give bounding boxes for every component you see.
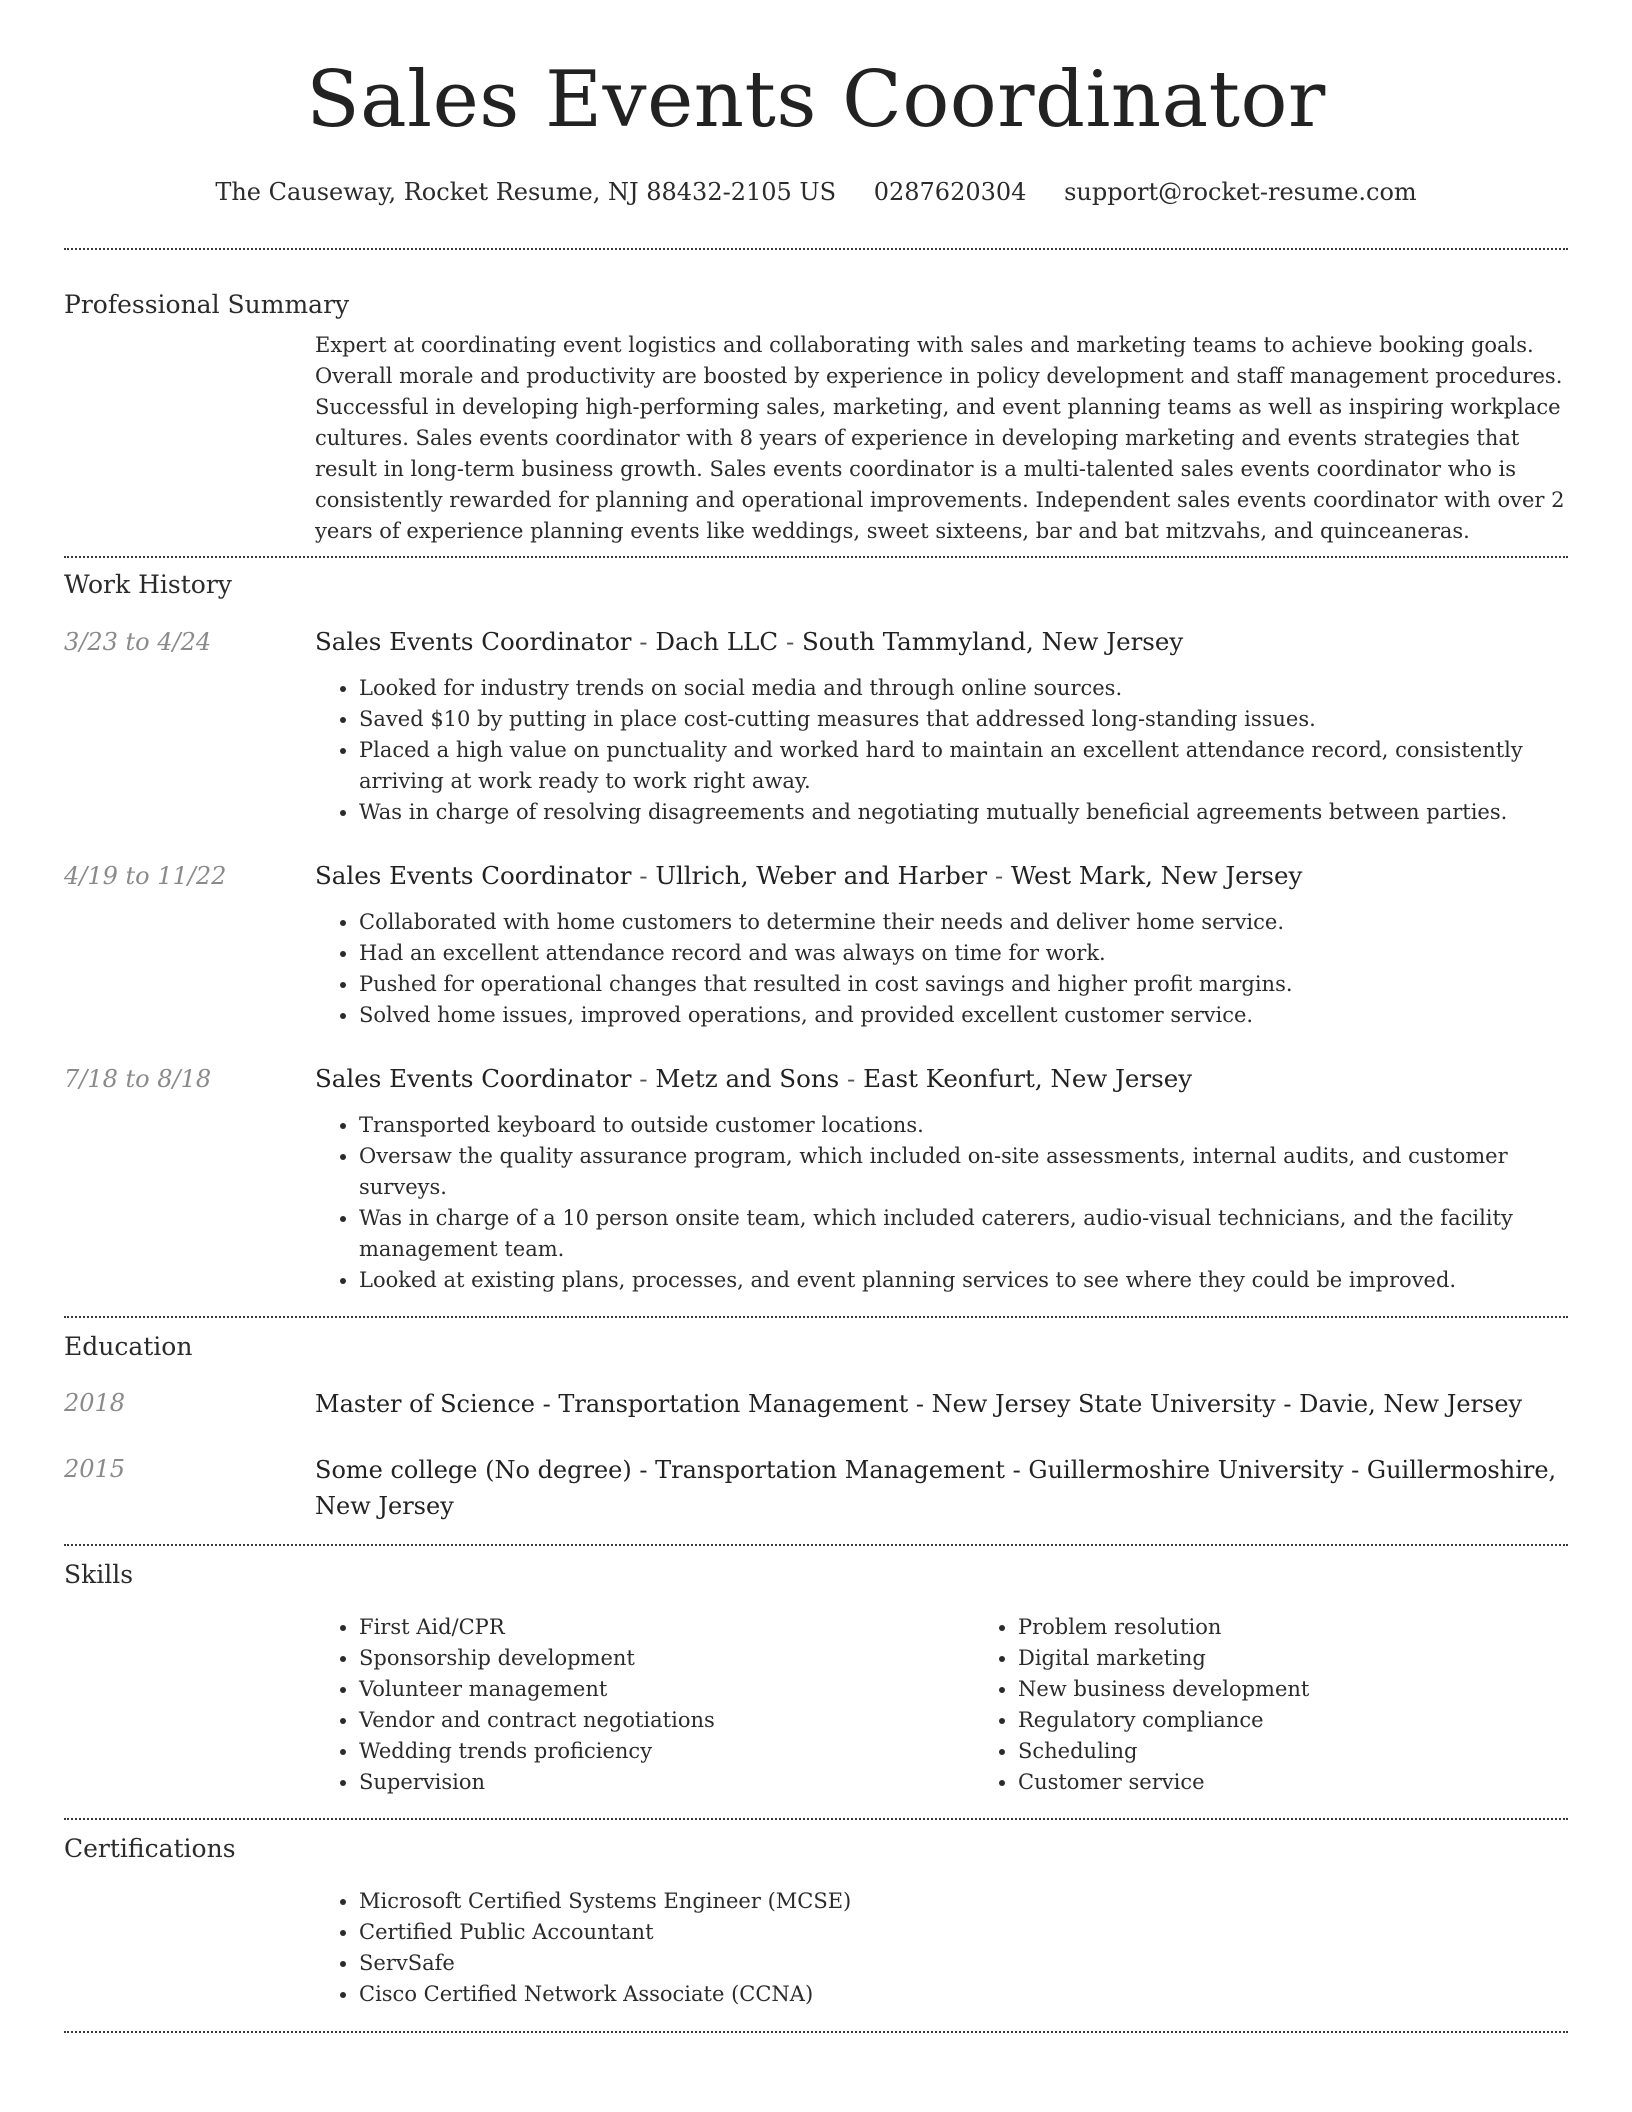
job-role: Sales Events Coordinator	[315, 1064, 632, 1093]
skills-section	[64, 1546, 1568, 1798]
list-item: • Collaborated with home customers to determine their needs and deliver home service.	[359, 907, 1568, 938]
work-section	[64, 558, 1568, 1296]
education-school: New Jersey State University	[931, 1390, 1276, 1418]
skill-item: • First Aid/CPR	[359, 1612, 974, 1643]
job-location: East Keonfurt, New Jersey	[863, 1064, 1193, 1093]
job-bullets	[315, 673, 1568, 828]
summary-section	[64, 250, 1568, 547]
skill-item: • Digital marketing	[1018, 1643, 1632, 1674]
job-entry	[64, 859, 1568, 1031]
education-entry	[64, 1452, 1568, 1524]
job-heading: Sales Events Coordinator - Ullrich, Weber and Harber - West Mark, New Jersey	[315, 861, 1303, 890]
job-location: South Tammyland, New Jersey	[802, 627, 1184, 656]
job-bullets	[315, 1110, 1568, 1296]
education-year: 2015	[64, 1455, 126, 1483]
list-item: • Looked for industry trends on social media and through online sources.	[359, 673, 1568, 704]
list-item: • Looked at existing plans, processes, and event planning services to see where they could be improved.	[359, 1265, 1568, 1296]
section-divider	[64, 2031, 1568, 2033]
candidate-name: Sales Events Coordinator	[306, 55, 1326, 145]
section-title-skills: Skills	[64, 1560, 134, 1589]
list-item: • Was in charge of a 10 person onsite team, which included caterers, audio-visual technicians, and the facility management team.	[359, 1203, 1568, 1265]
section-title-work: Work History	[64, 570, 232, 599]
resume-header	[64, 0, 1568, 208]
education-school: Guillermoshire University	[1028, 1456, 1344, 1484]
skills-list-right	[974, 1612, 1632, 1798]
skill-item: • Scheduling	[1018, 1736, 1632, 1767]
job-heading: Sales Events Coordinator - Dach LLC - South Tammyland, New Jersey	[315, 627, 1184, 656]
list-item: • Solved home issues, improved operations, and provided excellent customer service.	[359, 1000, 1568, 1031]
contact-address: The Causeway, Rocket Resume, NJ 88432-2105 US	[215, 178, 837, 206]
skills-list-left	[315, 1612, 974, 1798]
skill-item: • Wedding trends proficiency	[359, 1736, 974, 1767]
skill-item: • Sponsorship development	[359, 1643, 974, 1674]
education-field: Transportation Management	[558, 1390, 909, 1418]
education-section	[64, 1318, 1568, 1524]
job-dates: 7/18 to 8/18	[64, 1065, 212, 1093]
education-location: Guillermoshire, New Jersey	[315, 1456, 1557, 1520]
list-item: • Oversaw the quality assurance program, which included on-site assessments, internal audits, and customer surveys.	[359, 1141, 1568, 1203]
list-item: • Placed a high value on punctuality and worked hard to maintain an excellent attendance record, consistently arriving at work ready to work right away.	[359, 735, 1568, 797]
skill-item: • Vendor and contract negotiations	[359, 1705, 974, 1736]
skill-item: • Customer service	[1018, 1767, 1632, 1798]
education-year: 2018	[64, 1389, 126, 1417]
list-item: • Saved $10 by putting in place cost-cutting measures that addressed long-standing issues.	[359, 704, 1568, 735]
job-company: Ullrich, Weber and Harber	[655, 861, 988, 890]
job-entry	[64, 1062, 1568, 1296]
education-degree: Some college (No degree)	[315, 1456, 632, 1484]
skill-item: • Volunteer management	[359, 1674, 974, 1705]
education-location: Davie, New Jersey	[1299, 1390, 1523, 1418]
contact-phone: 0287620304	[873, 178, 1027, 206]
certification-item: • Certified Public Accountant	[359, 1917, 1568, 1948]
certification-item: • ServSafe	[359, 1948, 1568, 1979]
list-item: • Pushed for operational changes that resulted in cost savings and higher profit margins.	[359, 969, 1568, 1000]
job-dates: 4/19 to 11/22	[64, 862, 227, 890]
job-entry	[64, 625, 1568, 828]
job-role: Sales Events Coordinator	[315, 627, 632, 656]
contact-line	[64, 176, 1568, 208]
skill-item: • Regulatory compliance	[1018, 1705, 1632, 1736]
job-location: West Mark, New Jersey	[1010, 861, 1303, 890]
summary-text: Expert at coordinating event logistics and collaborating with sales and marketing teams to achieve booking goals. Overall morale and productivity are boosted by experience in policy development and staff management procedures. Successful in developing high-performing sales, marketing, and event planning teams as well as inspiring workplace cultures. Sales events coordinator with 8 years of experience in developing marketing and events strategies that result in long-term business growth. Sales events coordinator is a multi-talented sales events coordinator who is consistently rewarded for planning and operational improvements. Independent sales events coordinator with over 2 years of experience planning events like weddings, sweet sixteens, bar and bat mitzvahs, and quinceaneras.	[315, 333, 1565, 543]
education-degree: Master of Science	[315, 1390, 535, 1418]
job-company: Dach LLC	[655, 627, 779, 656]
list-item: • Was in charge of resolving disagreements and negotiating mutually beneficial agreements between parties.	[359, 797, 1568, 828]
education-entry	[64, 1386, 1568, 1422]
skill-item: • New business development	[1018, 1674, 1632, 1705]
contact-email: support@rocket-resume.com	[1064, 178, 1417, 206]
job-bullets	[315, 907, 1568, 1031]
certifications-section	[64, 1820, 1568, 2010]
job-dates: 3/23 to 4/24	[64, 628, 212, 656]
certifications-list	[315, 1886, 1568, 2010]
job-role: Sales Events Coordinator	[315, 861, 632, 890]
section-title-summary: Professional Summary	[64, 290, 350, 319]
skill-item: • Supervision	[359, 1767, 974, 1798]
job-company: Metz and Sons	[655, 1064, 840, 1093]
section-title-education: Education	[64, 1332, 193, 1361]
education-field: Transportation Management	[655, 1456, 1006, 1484]
skill-item: • Problem resolution	[1018, 1612, 1632, 1643]
list-item: • Transported keyboard to outside customer locations.	[359, 1110, 1568, 1141]
education-heading: Some college (No degree) - Transportation Management - Guillermoshire University - Guillermoshire, New Jersey	[315, 1456, 1557, 1520]
list-item: • Had an excellent attendance record and was always on time for work.	[359, 938, 1568, 969]
education-heading: Master of Science - Transportation Management - New Jersey State University - Davie, New Jersey	[315, 1390, 1523, 1418]
certification-item: • Cisco Certified Network Associate (CCNA)	[359, 1979, 1568, 2010]
certification-item: • Microsoft Certified Systems Engineer (MCSE)	[359, 1886, 1568, 1917]
job-heading: Sales Events Coordinator - Metz and Sons - East Keonfurt, New Jersey	[315, 1064, 1193, 1093]
section-title-certifications: Certifications	[64, 1834, 236, 1863]
